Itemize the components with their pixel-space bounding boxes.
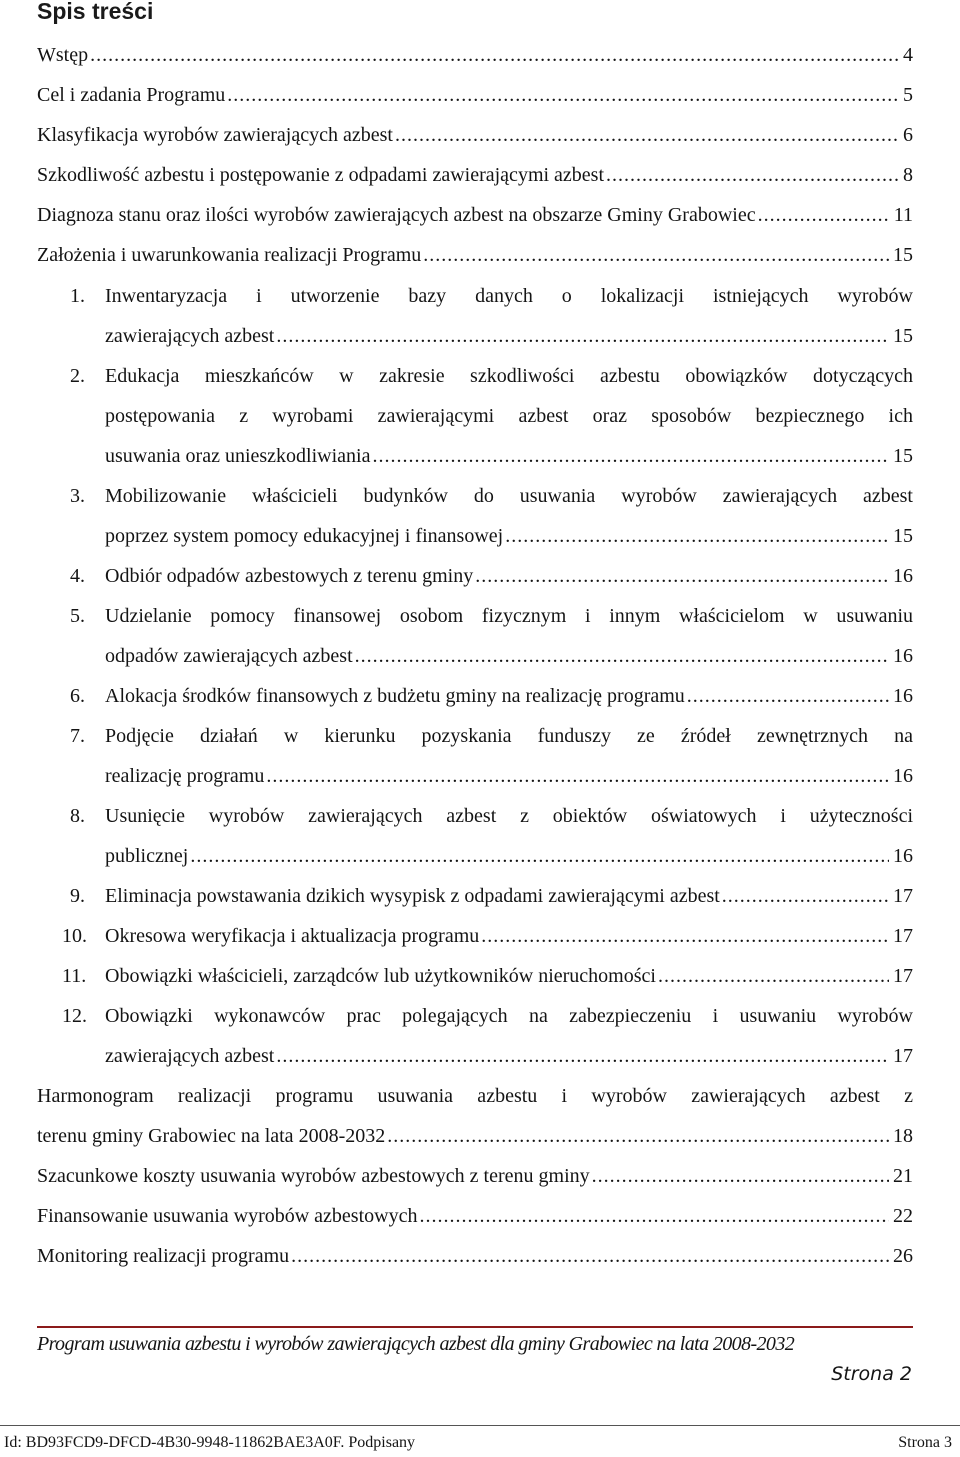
toc-entry-text: poprzez system pomocy edukacyjnej i finansowej [105, 525, 504, 547]
toc-page-number: 17 [893, 965, 913, 987]
toc-entry-3-cont[interactable] [105, 516, 913, 556]
toc-entry-9[interactable] [105, 876, 913, 916]
toc-page-number: 18 [893, 1125, 913, 1147]
toc-entry-klasyfikacja[interactable] [37, 115, 913, 155]
leader-dots [423, 235, 889, 275]
toc-entry-szkodliwosc[interactable] [37, 155, 913, 195]
toc-number: 10. [62, 925, 87, 947]
footer-divider [37, 1326, 913, 1328]
toc-entry-zalozenia[interactable] [37, 235, 913, 275]
toc-entry-text: Założenia i uwarunkowania realizacji Programu [37, 244, 422, 266]
toc-entry-4[interactable] [105, 556, 913, 596]
toc-entry-text: Wstęp [37, 44, 89, 66]
toc-entry-7-cont[interactable] [105, 756, 913, 796]
leader-dots [606, 155, 899, 195]
toc-number: 4. [70, 565, 85, 587]
toc-entry-2-cont[interactable] [105, 396, 913, 436]
toc-entry-text: Eliminacja powstawania dzikich wysypisk z odpadami zawierającymi azbest [105, 885, 720, 907]
toc-entry-5[interactable] [105, 596, 913, 636]
document-id-signature: Id: BD93FCD9-DFCD-4B30-9948-11862BAE3A0F. Podpisany [4, 1434, 416, 1451]
toc-page-number: 4 [903, 44, 913, 66]
toc-entry-text: publicznej [105, 845, 189, 867]
toc-entry-text: Cel i zadania Programu [37, 84, 226, 106]
toc-entry-szacunkowe[interactable] [37, 1156, 913, 1196]
toc-page-number: 15 [893, 244, 913, 266]
toc-entry-cel[interactable] [37, 75, 913, 115]
toc-page-number: 22 [893, 1205, 913, 1227]
toc-entry-3[interactable] [105, 476, 913, 516]
leader-dots [291, 1236, 889, 1276]
toc-entry-2[interactable] [105, 356, 913, 396]
toc-number: 2. [70, 365, 85, 387]
toc-entry-wstep[interactable] [37, 35, 913, 75]
toc-page-number: 5 [903, 84, 913, 106]
toc-number: 1. [70, 285, 85, 307]
toc-page-number: 6 [903, 124, 913, 146]
footer-page-number: Strona 2 [831, 1363, 912, 1385]
leader-dots [481, 916, 889, 956]
toc-page-number: 26 [893, 1245, 913, 1267]
toc-entry-text: Obowiązki wykonawców prac polegających na zabezpieczeniu i usuwaniu wyrobów [105, 1005, 913, 1027]
toc-entry-text: Obowiązki właścicieli, zarządców lub użytkowników nieruchomości [105, 965, 656, 987]
toc-entry-1[interactable] [105, 276, 913, 316]
toc-page-number: 16 [893, 845, 913, 867]
toc-entry-text: Alokacja środków finansowych z budżetu gminy na realizację programu [105, 685, 685, 707]
toc-entry-text: Szacunkowe koszty usuwania wyrobów azbestowych z terenu gminy [37, 1165, 590, 1187]
bottom-divider [0, 1425, 960, 1426]
viewer-page-number: Strona 3 [898, 1434, 952, 1451]
leader-dots [758, 195, 890, 235]
leader-dots [419, 1196, 889, 1236]
toc-entry-8-cont[interactable] [105, 836, 913, 876]
toc-page-number: 17 [893, 1045, 913, 1067]
page-title: Spis treści [37, 0, 154, 24]
toc-page-number: 15 [893, 525, 913, 547]
toc-page-number: 16 [893, 765, 913, 787]
toc-entry-text: terenu gminy Grabowiec na lata 2008-2032 [37, 1125, 386, 1147]
toc-page-number: 16 [893, 685, 913, 707]
leader-dots [90, 35, 899, 75]
toc-page-number: 8 [903, 164, 913, 186]
toc-page-number: 17 [893, 885, 913, 907]
toc-entry-text: odpadów zawierających azbest [105, 645, 353, 667]
toc-entry-1-cont[interactable] [105, 316, 913, 356]
toc-entry-text: zawierających azbest [105, 325, 275, 347]
leader-dots [276, 316, 889, 356]
leader-dots [276, 1036, 889, 1076]
toc-number: 6. [70, 685, 85, 707]
toc-entry-7[interactable] [105, 716, 913, 756]
toc-entry-text: realizację programu [105, 765, 265, 787]
toc-entry-text: Harmonogram realizacji programu usuwania azbestu i wyrobów zawierających azbest z [37, 1085, 913, 1107]
toc-entry-text: usuwania oraz unieszkodliwiania [105, 445, 371, 467]
toc-entry-text: Szkodliwość azbestu i postępowanie z odpadami zawierającymi azbest [37, 164, 605, 186]
footer-document-title: Program usuwania azbestu i wyrobów zawierających azbest dla gminy Grabowiec na lata 2008-2032 [37, 1333, 795, 1355]
leader-dots [592, 1156, 889, 1196]
toc-entry-text: postępowania z wyrobami zawierającymi azbest oraz sposobów bezpiecznego ich [105, 405, 913, 427]
toc-entry-11[interactable] [105, 956, 913, 996]
toc-page-number: 17 [893, 925, 913, 947]
toc-entry-text: Diagnoza stanu oraz ilości wyrobów zawierających azbest na obszarze Gminy Grabowiec [37, 204, 756, 226]
toc-page-number: 15 [893, 445, 913, 467]
toc-entry-text: Udzielanie pomocy finansowej osobom fizycznym i innym właścicielom w usuwaniu [105, 605, 913, 627]
leader-dots [687, 676, 889, 716]
leader-dots [266, 756, 889, 796]
toc-entry-12[interactable] [105, 996, 913, 1036]
toc-entry-text: Odbiór odpadów azbestowych z terenu gminy [105, 565, 474, 587]
toc-entry-text: Okresowa weryfikacja i aktualizacja programu [105, 925, 480, 947]
toc-entry-5-cont[interactable] [105, 636, 913, 676]
leader-dots [505, 516, 889, 556]
toc-page-number: 16 [893, 645, 913, 667]
toc-entry-text: Mobilizowanie właścicieli budynków do usuwania wyrobów zawierających azbest [105, 485, 913, 507]
toc-entry-6[interactable] [105, 676, 913, 716]
toc-entry-diagnoza[interactable] [37, 195, 913, 235]
leader-dots [658, 956, 889, 996]
leader-dots [372, 436, 889, 476]
toc-number: 12. [62, 1005, 87, 1027]
toc-entry-text: Edukacja mieszkańców w zakresie szkodliwości azbestu obowiązków dotyczących [105, 365, 913, 387]
leader-dots [227, 75, 899, 115]
toc-entry-monitoring[interactable] [37, 1236, 913, 1276]
toc-page-number: 16 [893, 565, 913, 587]
toc-entry-text: Monitoring realizacji programu [37, 1245, 290, 1267]
leader-dots [190, 836, 889, 876]
toc-number: 11. [62, 965, 87, 987]
toc-number: 9. [70, 885, 85, 907]
toc-entry-8[interactable] [105, 796, 913, 836]
toc-page-number: 15 [893, 325, 913, 347]
toc-entry-text: Podjęcie działań w kierunku pozyskania funduszy ze źródeł zewnętrznych na [105, 725, 913, 747]
toc-entry-text: Finansowanie usuwania wyrobów azbestowych [37, 1205, 418, 1227]
leader-dots [475, 556, 889, 596]
toc-entry-harmonogram[interactable] [37, 1076, 913, 1116]
toc-number: 5. [70, 605, 85, 627]
toc-entry-harmonogram-cont[interactable] [37, 1116, 913, 1156]
toc-entry-text: Usunięcie wyrobów zawierających azbest z obiektów oświatowych i użyteczności [105, 805, 913, 827]
toc-number: 7. [70, 725, 85, 747]
leader-dots [355, 636, 889, 676]
toc-entry-text: zawierających azbest [105, 1045, 275, 1067]
toc-entry-text: Klasyfikacja wyrobów zawierających azbest [37, 124, 393, 146]
toc-page-number: 11 [893, 204, 913, 226]
toc-number: 3. [70, 485, 85, 507]
toc-entry-10[interactable] [105, 916, 913, 956]
leader-dots [722, 876, 889, 916]
toc-page-number: 21 [893, 1165, 913, 1187]
toc-number: 8. [70, 805, 85, 827]
leader-dots [395, 115, 899, 155]
toc-entry-text: Inwentaryzacja i utworzenie bazy danych o lokalizacji istniejących wyrobów [105, 285, 913, 307]
leader-dots [387, 1116, 889, 1156]
toc-entry-2-end[interactable] [105, 436, 913, 476]
toc-entry-12-cont[interactable] [105, 1036, 913, 1076]
toc-entry-finansowanie[interactable] [37, 1196, 913, 1236]
